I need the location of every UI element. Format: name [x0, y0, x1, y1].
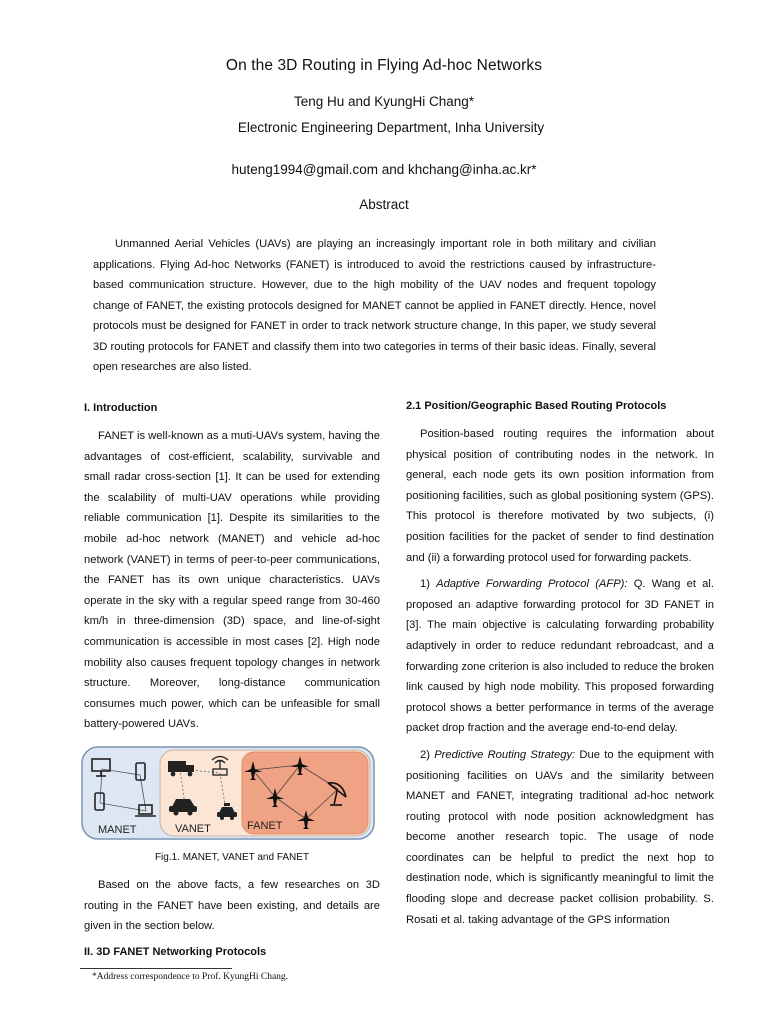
left-column [84, 398, 380, 741]
figure-label-manet: MANET [98, 824, 137, 836]
right-column [406, 396, 714, 936]
afp-paragraph [406, 574, 714, 739]
afp-title: Adaptive Forwarding Protocol (AFP): [436, 578, 628, 591]
prs-number: 2) [420, 748, 435, 761]
prs-text: Due to the equipment with positioning facilities on UAVs and the similarity between MANET and FANET, integrating traditional ad-hoc network routing protocol with node position acknowledgment has become another research topic. The usage of node coordinates can be helpful to predict the next hop to destination node, which is significantly meaningful to limit the flooding slope and decrease packet collision probability. S. Rosati et al. taking advantage of the GPS information [406, 748, 714, 926]
abstract-heading: Abstract [359, 197, 409, 212]
left-column-continued [84, 875, 380, 937]
paper-affiliation: Electronic Engineering Department, Inha University [237, 120, 545, 135]
section-2-heading: II. 3D FANET Networking Protocols [84, 946, 267, 958]
paper-emails: huteng1994@gmail.com and khchang@inha.ac.kr* [231, 162, 537, 177]
afp-text: Q. Wang et al. proposed an adaptive forwarding protocol for 3D FANET in [3]. The main objective is calculating forwarding probability adaptively in order to reduce redundant rebroadcast, and a forwarding zone criterion is also included to reduce the broken link caused by high node mobility. This proposed forwarding protocol shows a better performance in terms of the average packet drop fraction and the average end-to-end delay. [406, 578, 714, 735]
section-2-1-paragraph: Position-based routing requires the information about physical position of contributing nodes in the network. In general, each node gets its own position information from positioning facilities, such as global positioning system (GPS). This protocol is therefore motivated by two subjects, (i) position facilities for the packet of sender to find destination and (ii) a forwarding protocol used for forwarding packets. [406, 428, 714, 564]
network-figure [80, 745, 376, 841]
prs-title: Predictive Routing Strategy: [434, 748, 576, 761]
paper-authors: Teng Hu and KyungHi Chang* [293, 94, 475, 109]
figure-label-fanet: FANET [247, 820, 283, 832]
footnote-rule [80, 968, 232, 969]
footnote: *Address correspondence to Prof. KyungHi Chang. [92, 972, 289, 982]
figure-label-vanet: VANET [175, 823, 211, 835]
intro-heading: I. Introduction [84, 402, 158, 414]
abstract-text: Unmanned Aerial Vehicles (UAVs) are playing an increasingly important role in both military and civilian applications. Flying Ad-hoc Networks (FANET) is introduced to avoid the restrictions caused by infrastructure-based communication structure. However, due to the high mobility of the UAV nodes and frequent topology change of FANET, the existing protocols designed for MANET cannot be applied in FANET directly. Hence, novel protocols must be designed for FANET in order to track network structure change, In this paper, we study several 3D routing protocols for FANET and classify them into two categories in terms of their basic ideas. Finally, several open researches are also listed. [93, 238, 656, 373]
intro-paragraph-1: FANET is well-known as a muti-UAVs system, having the advantages of cost-efficient, scalability, survivable and small radar cross-section [1]. It can be used for extending the scalability of multi-UAV operations while providing reliable communication [1]. Despite its similarities to the mobile ad-hoc network (MANET) and vehicle ad-hoc network (VANET) in terms of peer-to-peer communications, the FANET has its own unique characteristics. UAVs operate in the sky with a regular speed range from 30-460 km/h in three-dimension (3D) space, and line-of-sight communication is accessible in most cases [2]. High node mobility also causes frequent topology changes in network structure. Moreover, long-distance communication consumes much power, which can be unfeasible for small battery-powered UAVs. [84, 430, 380, 731]
prs-paragraph [406, 745, 714, 930]
section-2-1-heading: 2.1 Position/Geographic Based Routing Protocols [406, 400, 667, 412]
figure-caption: Fig.1. MANET, VANET and FANET [154, 852, 310, 863]
intro-paragraph-2: Based on the above facts, a few researches on 3D routing in the FANET have been existing, and details are given in the section below. [84, 879, 380, 933]
afp-number: 1) [420, 578, 437, 591]
paper-title: On the 3D Routing in Flying Ad-hoc Networks [225, 57, 543, 74]
